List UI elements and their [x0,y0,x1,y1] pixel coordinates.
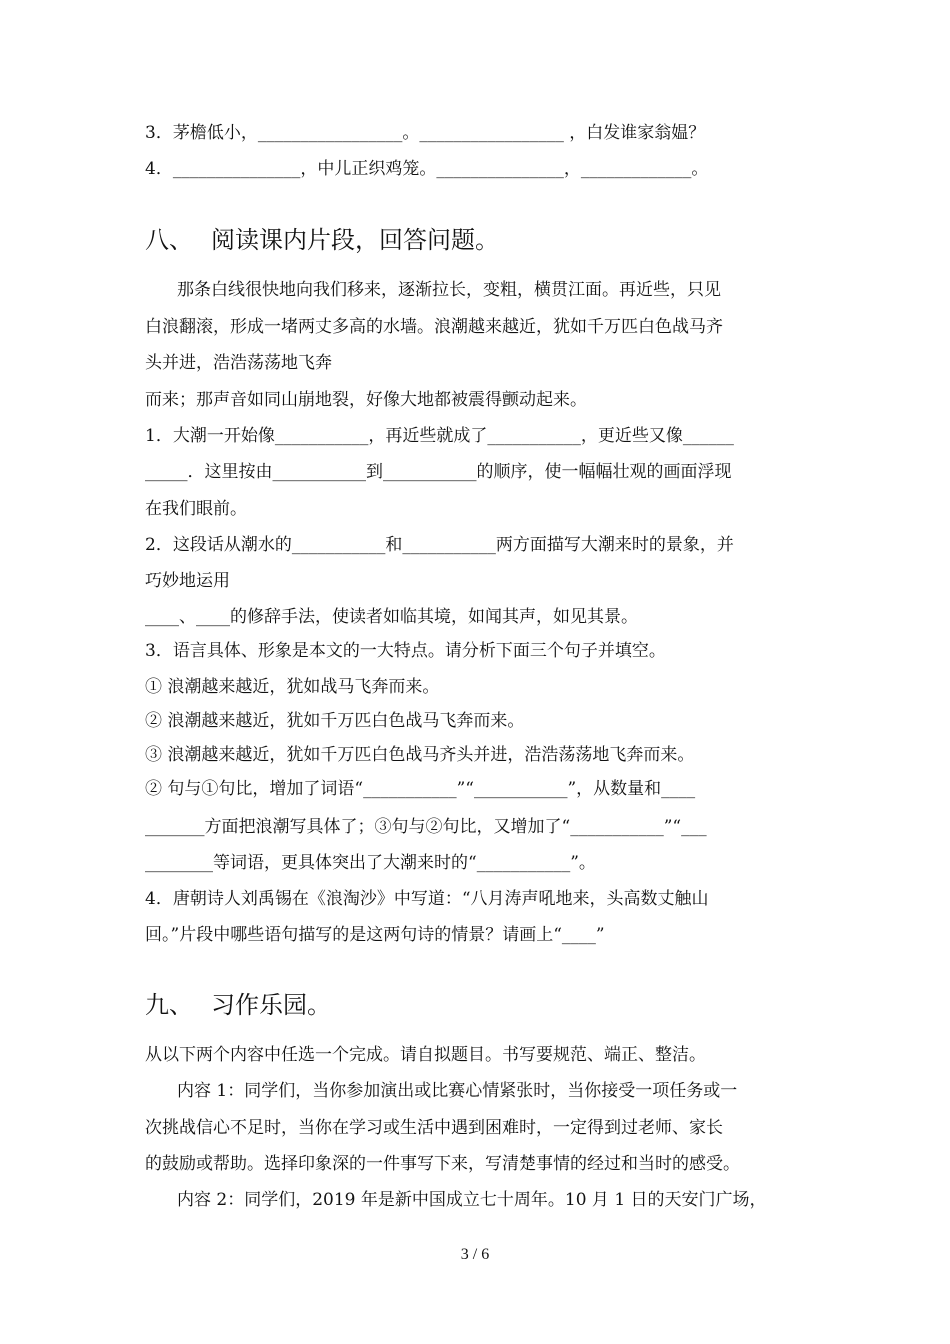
question-line: 回。”片段中哪些语句描写的是这两句诗的情景？请画上“____” [145,925,605,945]
question-line: ① 浪潮越来越近，犹如战马飞奔而来。 [145,677,440,697]
question-line: ② 浪潮越来越近，犹如千万匹白色战马飞奔而来。 [145,711,525,731]
poem-blank-line-3: 3．茅檐低小，_________________。_________________ ，白发谁家翁媪？ [145,123,706,143]
section-8-number: 八、 [145,226,193,254]
content-2-line: 内容 2：同学们，2019 年是新中国成立七十周年。10 月 1 日的天安门广场， [177,1190,767,1210]
content-1-line: 的鼓励或帮助。选择印象深的一件事写下来，写清楚事情的经过和当时的感受。 [145,1154,740,1174]
question-line: 1．大潮一开始像___________，再近些就成了___________，更近些又像______ [145,426,734,446]
page-number: 3 / 6 [460,1246,490,1263]
writing-intro: 从以下两个内容中任选一个完成。请自拟题目。书写要规范、端正、整洁。 [145,1045,706,1065]
content-1-line: 次挑战信心不足时，当你在学习或生活中遇到困难时，一定得到过老师、家长 [145,1118,723,1138]
question-line: ③ 浪潮越来越近，犹如千万匹白色战马齐头并进，浩浩荡荡地飞奔而来。 [145,745,695,765]
question-line: 4．唐朝诗人刘禹锡在《浪淘沙》中写道：“八月涛声吼地来，头高数丈触山 [145,889,709,909]
question-line: _____．这里按由___________到___________的顺序，使一幅幅壮观的画面浮现 [145,462,732,482]
passage-line: 而来；那声音如同山崩地裂，好像大地都被震得颤动起来。 [145,390,587,410]
section-8-heading [145,224,499,256]
poem-blank-line-4: 4．_______________，中儿正织鸡笼。_______________，_____________。 [145,159,709,179]
question-line: _______方面把浪潮写具体了；③句与②句比，又增加了“___________”“___ [145,817,707,837]
passage-line: 那条白线很快地向我们移来，逐渐拉长，变粗，横贯江面。再近些，只见 [177,280,721,300]
question-line: 2．这段话从潮水的___________和___________两方面描写大潮来时的景象，并 [145,535,734,555]
question-line: 在我们眼前。 [145,499,247,519]
question-line: 巧妙地运用 [145,571,230,591]
question-line: ② 句与①句比，增加了词语“___________”“___________”，从数量和____ [145,779,696,799]
passage-line: 头并进，浩浩荡荡地飞奔 [145,353,332,373]
section-9-title: 习作乐园。 [211,991,331,1019]
content-1-line: 内容 1：同学们，当你参加演出或比赛心情紧张时，当你接受一项任务或一 [177,1081,738,1101]
question-line: ____、____的修辞手法，使读者如临其境，如闻其声，如见其景。 [145,607,638,627]
section-9-heading [145,989,331,1021]
section-8-title: 阅读课内片段，回答问题。 [211,226,499,254]
question-line: ________等词语，更具体突出了大潮来时的“___________”。 [145,853,596,873]
section-9-number: 九、 [145,991,193,1019]
passage-line: 白浪翻滚，形成一堵两丈多高的水墙。浪潮越来越近，犹如千万匹白色战马齐 [145,317,723,337]
question-line: 3．语言具体、形象是本文的一大特点。请分析下面三个句子并填空。 [145,641,666,661]
